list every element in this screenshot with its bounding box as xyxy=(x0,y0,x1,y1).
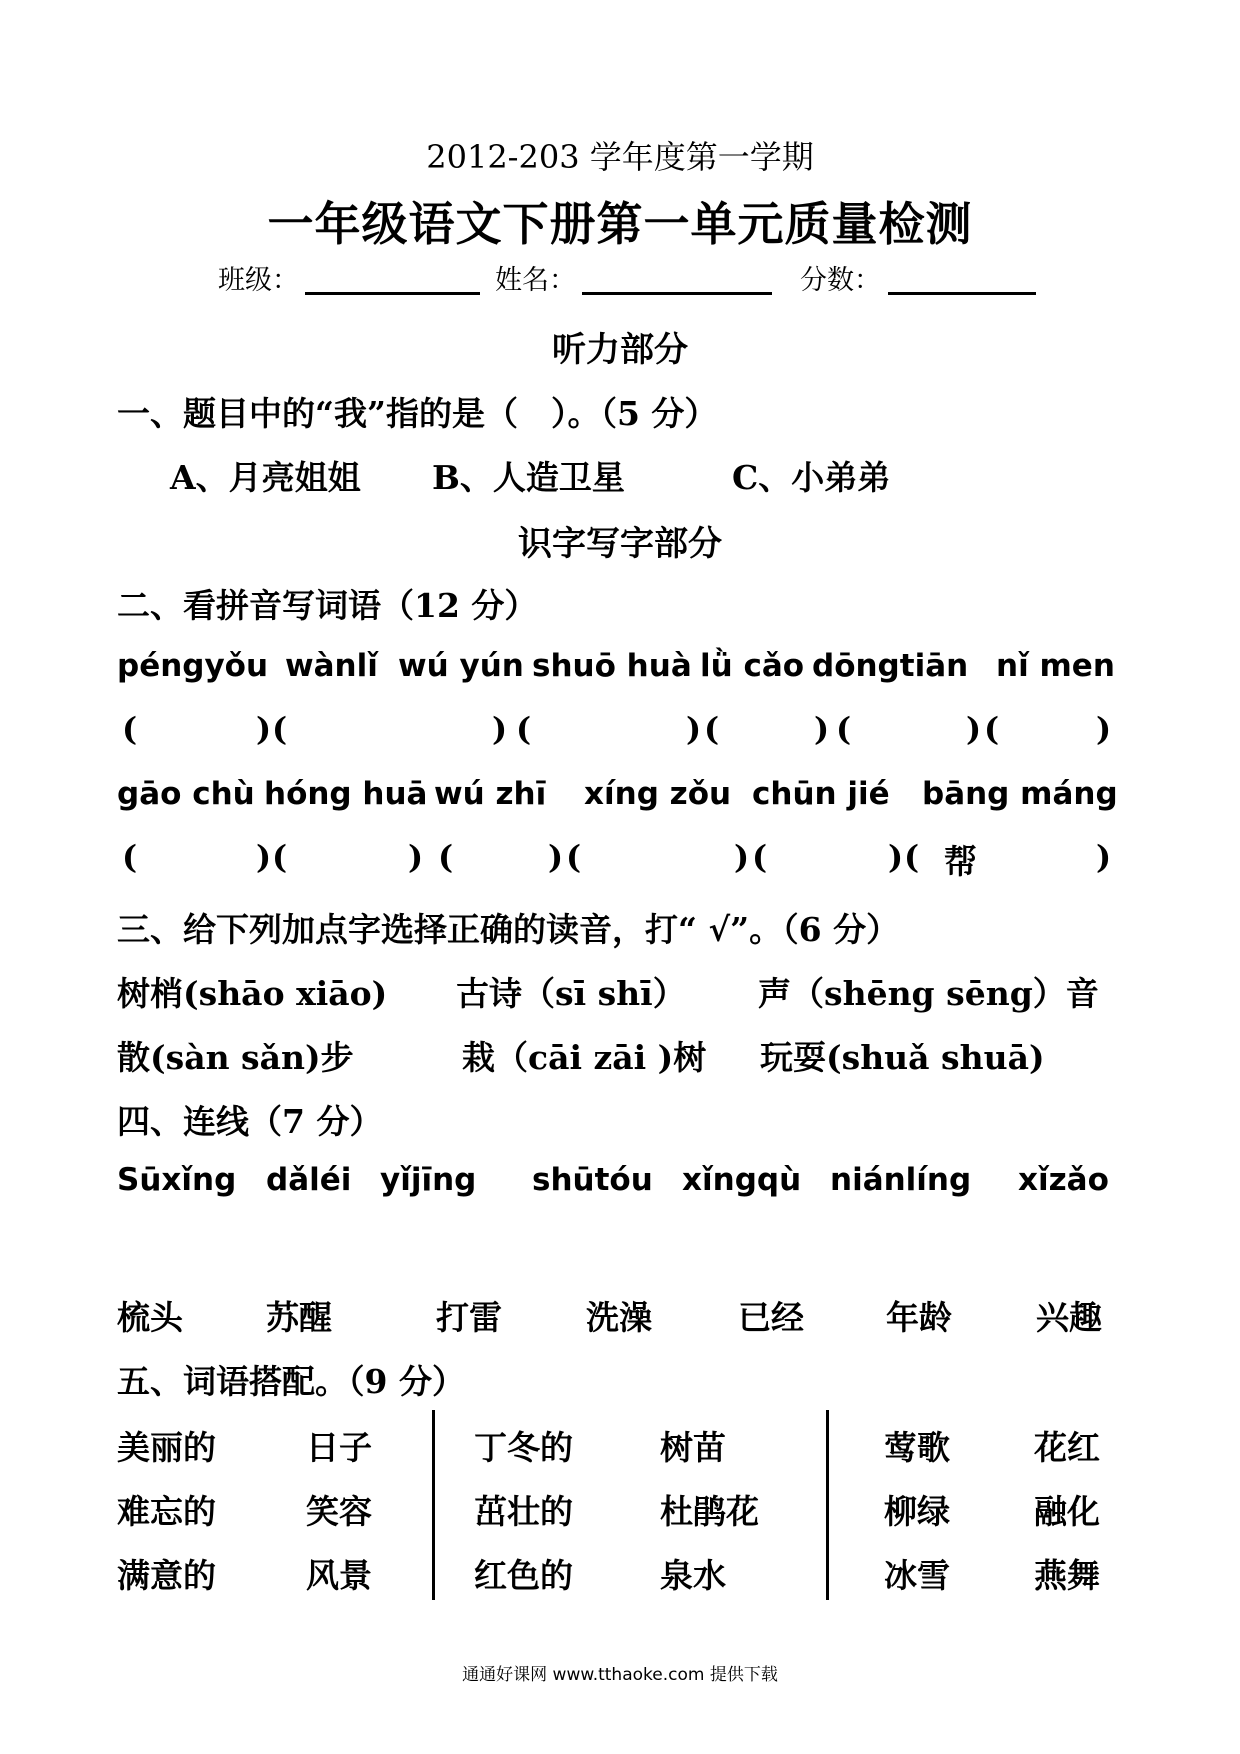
answer-paren-close: ) xyxy=(256,710,272,748)
hint-character: 帮 xyxy=(944,842,977,881)
question-1: 一、题目中的“我”指的是（ ）。（5 分） xyxy=(117,394,718,433)
collocation-word[interactable]: 丁冬的 xyxy=(474,1428,573,1467)
answer-paren-open: ( xyxy=(704,710,720,748)
collocation-word[interactable]: 风景 xyxy=(306,1556,372,1595)
collocation-word[interactable]: 柳绿 xyxy=(884,1492,950,1531)
reading-item: 古诗（sī shī） xyxy=(456,974,686,1013)
option-b: B、人造卫星 xyxy=(432,458,625,497)
answer-paren-close: ) xyxy=(492,710,508,748)
answer-paren-open: ( xyxy=(752,838,768,876)
match-word[interactable]: 已经 xyxy=(738,1298,804,1337)
pinyin-item: wànlǐ xyxy=(285,648,378,684)
option-a: A、月亮姐姐 xyxy=(170,458,361,497)
answer-paren-open: ( xyxy=(904,838,920,876)
match-word[interactable]: 苏醒 xyxy=(266,1298,332,1337)
pinyin-item: nǐ men xyxy=(996,648,1115,684)
match-pinyin[interactable]: shūtóu xyxy=(532,1162,653,1198)
literacy-section-title: 识字写字部分 xyxy=(518,524,722,564)
answer-paren-open: ( xyxy=(836,710,852,748)
pinyin-item: wú yún xyxy=(398,648,524,684)
score-field-line[interactable] xyxy=(888,292,1036,295)
class-label: 班级： xyxy=(218,265,299,296)
collocation-word[interactable]: 日子 xyxy=(306,1428,372,1467)
reading-item: 树梢(shāo xiāo) xyxy=(117,974,388,1013)
collocation-word[interactable]: 冰雪 xyxy=(884,1556,950,1595)
collocation-word[interactable]: 茁壮的 xyxy=(474,1492,573,1531)
collocation-word[interactable]: 融化 xyxy=(1034,1492,1100,1531)
answer-paren-open: ( xyxy=(566,838,582,876)
collocation-word[interactable]: 美丽的 xyxy=(117,1428,216,1467)
listening-section-title: 听力部分 xyxy=(552,330,688,370)
question-4: 四、连线（7 分） xyxy=(117,1102,383,1141)
pinyin-item: xíng zǒu xyxy=(584,776,732,812)
pinyin-item: bāng máng xyxy=(922,776,1118,812)
answer-paren-close: ) xyxy=(408,838,424,876)
match-word[interactable]: 洗澡 xyxy=(586,1298,652,1337)
answer-paren-open: ( xyxy=(984,710,1000,748)
collocation-word[interactable]: 莺歌 xyxy=(884,1428,950,1467)
question-5: 五、词语搭配。（9 分） xyxy=(117,1362,465,1401)
name-label: 姓名： xyxy=(495,265,576,296)
collocation-word[interactable]: 泉水 xyxy=(660,1556,726,1595)
match-word[interactable]: 年龄 xyxy=(886,1298,952,1337)
answer-paren-close: ) xyxy=(256,838,272,876)
answer-paren-open: ( xyxy=(516,710,532,748)
answer-paren-close: ) xyxy=(1096,710,1112,748)
exam-title: 一年级语文下册第一单元质量检测 xyxy=(267,197,973,251)
name-field-line[interactable] xyxy=(582,292,772,295)
pinyin-item: wú zhī xyxy=(434,776,547,812)
score-label: 分数： xyxy=(800,265,881,296)
column-divider xyxy=(826,1410,829,1600)
term-title: 2012-203 学年度第一学期 xyxy=(426,138,814,176)
reading-item: 散(sàn sǎn)步 xyxy=(117,1038,354,1077)
collocation-word[interactable]: 满意的 xyxy=(117,1556,216,1595)
class-field-line[interactable] xyxy=(305,292,480,295)
match-pinyin[interactable]: niánlíng xyxy=(830,1162,972,1198)
answer-paren-open: ( xyxy=(272,710,288,748)
pinyin-item: lǜ cǎo xyxy=(700,648,805,684)
answer-paren-close: ) xyxy=(734,838,750,876)
collocation-word[interactable]: 燕舞 xyxy=(1034,1556,1100,1595)
answer-paren-open: ( xyxy=(122,838,138,876)
collocation-word[interactable]: 难忘的 xyxy=(117,1492,216,1531)
question-2: 二、看拼音写词语（12 分） xyxy=(117,586,538,625)
match-pinyin[interactable]: dǎléi xyxy=(266,1162,352,1198)
collocation-word[interactable]: 笑容 xyxy=(306,1492,372,1531)
answer-paren-close: ) xyxy=(814,710,830,748)
reading-item: 声（shēng sēng）音 xyxy=(758,974,1099,1013)
answer-paren-open: ( xyxy=(438,838,454,876)
pinyin-item: dōngtiān xyxy=(812,648,969,684)
match-pinyin[interactable]: Sūxǐng xyxy=(117,1162,237,1198)
answer-paren-close: ) xyxy=(686,710,702,748)
pinyin-item: hóng huā xyxy=(264,776,428,812)
collocation-word[interactable]: 树苗 xyxy=(660,1428,726,1467)
collocation-word[interactable]: 杜鹃花 xyxy=(660,1492,759,1531)
question-3: 三、给下列加点字选择正确的读音，打“ √”。（6 分） xyxy=(117,910,900,949)
pinyin-item: shuō huà xyxy=(532,648,692,684)
answer-paren-open: ( xyxy=(272,838,288,876)
match-word[interactable]: 梳头 xyxy=(117,1298,183,1337)
reading-item: 栽（cāi zāi )树 xyxy=(462,1038,707,1077)
match-pinyin[interactable]: xǐngqù xyxy=(682,1162,802,1198)
match-word[interactable]: 打雷 xyxy=(436,1298,502,1337)
option-c: C、小弟弟 xyxy=(732,458,891,497)
answer-paren-open: ( xyxy=(122,710,138,748)
answer-paren-close: ) xyxy=(1096,838,1112,876)
collocation-word[interactable]: 红色的 xyxy=(474,1556,573,1595)
footer-credit: 通通好课网 www.tthaoke.com 提供下载 xyxy=(462,1665,778,1685)
pinyin-item: péngyǒu xyxy=(117,648,269,684)
answer-paren-close: ) xyxy=(966,710,982,748)
match-pinyin[interactable]: xǐzǎo xyxy=(1018,1162,1109,1198)
reading-item: 玩耍(shuǎ shuā) xyxy=(760,1038,1045,1077)
column-divider xyxy=(432,1410,435,1600)
pinyin-item: chūn jié xyxy=(752,776,890,812)
answer-paren-close: ) xyxy=(888,838,904,876)
answer-paren-close: ) xyxy=(548,838,564,876)
match-word[interactable]: 兴趣 xyxy=(1036,1298,1102,1337)
pinyin-item: gāo chù xyxy=(117,776,255,812)
match-pinyin[interactable]: yǐjīng xyxy=(380,1162,477,1198)
collocation-word[interactable]: 花红 xyxy=(1034,1428,1100,1467)
